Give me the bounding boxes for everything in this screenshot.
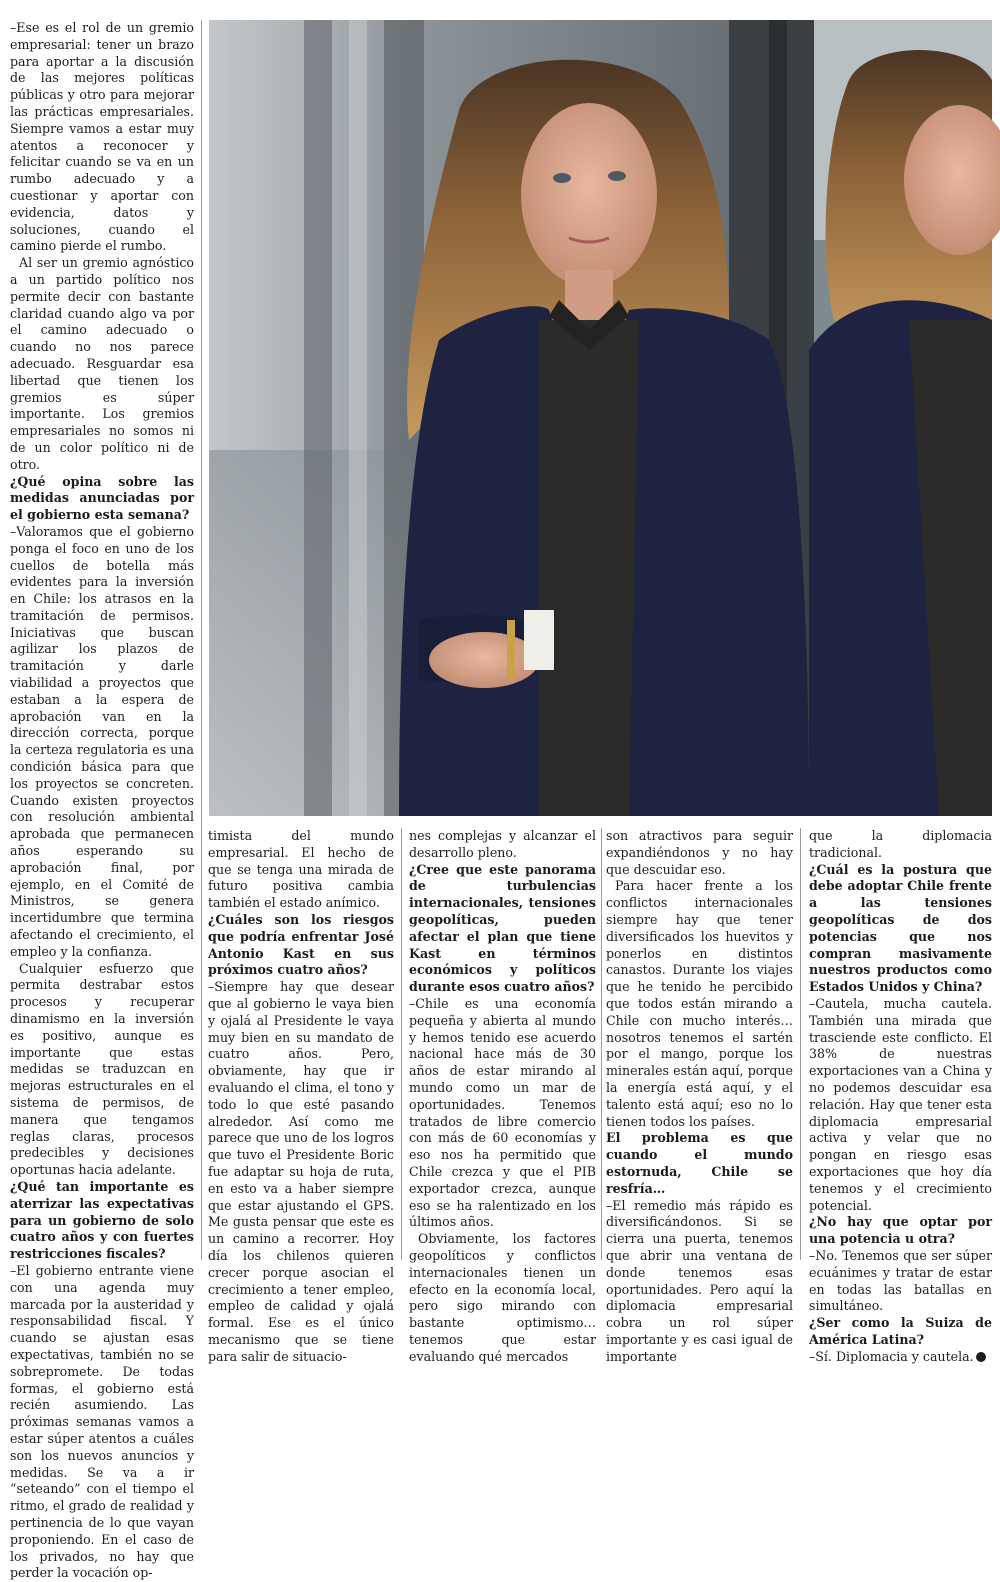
column-divider bbox=[800, 828, 801, 1260]
interview-question: ¿Cree que este panorama de turbulencias internacionales, tensiones geopolíticas, pueden afectar el plan que tiene Kast en términos económicos y políticos durante esos cuatro años? bbox=[409, 861, 596, 995]
answer-paragraph: –Ese es el rol de un gremio empresarial: tener un brazo para aportar a la discusión de las mejores políticas públicas y otro para mejorar las prácticas empresariales. Siempre vamos a estar muy atentos a reconocer y felicitar cuando se va en un rumbo adecuado y a cuestionar y aportar con evidencia, datos y soluciones, cuando el camino pierde el rumbo. bbox=[10, 20, 194, 254]
answer-paragraph: –Chile es una economía pequeña y abierta al mundo y hemos tenido ese acuerdo nacional hace más de 30 años de estar mirando al mundo como un mar de oportunidades. Tenemos tratados de libre comercio con más de 60 economías y eso nos ha permitido que Chile crezca y que el PIB exportador crezca, aunque eso se ha ralentizado en los últimos años. bbox=[409, 995, 596, 1230]
answer-paragraph: timista del mundo empresarial. El hecho de que se tenga una mirada de futuro positiva cambia también el estado anímico. bbox=[208, 828, 394, 911]
answer-paragraph: nes complejas y alcanzar el desarrollo pleno. bbox=[409, 828, 596, 860]
answer-paragraph: –Sí. Diplomacia y cautela. bbox=[809, 1349, 992, 1366]
answer-paragraph: Obviamente, los factores geopolíticos y conflictos internacionales tienen un efecto en la economía local, pero sigo mirando con bastante optimismo… tenemos que estar evaluando qué mercados bbox=[409, 1231, 596, 1364]
interview-question: ¿Qué opina sobre las medidas anunciadas por el gobierno esta semana? bbox=[10, 473, 194, 523]
interview-question: El problema es que cuando el mundo estornuda, Chile se resfría… bbox=[606, 1130, 793, 1196]
end-of-article-icon bbox=[976, 1352, 986, 1362]
answer-paragraph: –Siempre hay que desear que al gobierno le vaya bien y ojalá al Presidente le vaya muy bien en su mandato de cuatro años. Pero, obviamente, hay que ir evaluando el clima, el tono y todo lo que esté pasando alrededor. Así como me parece que uno de los logros que tuvo el Presidente Boric fue adaptar su hoja de ruta, en esto va a haber siempre que estar ajustando el GPS. Me gusta pensar que este es un camino a recorrer. Hoy día los chilenos quieren crecer porque asocian el crecimiento a tener empleo, empleo de calidad y ojalá formal. Ese es el único mecanismo que se tiene para salir de situacio- bbox=[208, 979, 394, 1364]
answer-paragraph: –No. Tenemos que ser súper ecuánimes y tratar de estar en todas las batallas en simultáneo. bbox=[809, 1247, 992, 1314]
answer-paragraph: Cualquier esfuerzo que permita destrabar estos procesos y recuperar dinamismo en la inversión es positivo, aunque es importante que estas medidas se traduzcan en mejoras estructurales en el sistema de permisos, de manera que tengamos reglas claras, procesos predecibles y decisiones oportunas hacia adelante. bbox=[10, 960, 194, 1178]
interview-question: ¿No hay que optar por una potencia u otra? bbox=[809, 1214, 992, 1247]
answer-paragraph: –El remedio más rápido es diversificándonos. Si se cierra una puerta, tenemos que abrir una ventana de donde tenemos esas oportunidades. Pero aquí la diplomacia empresarial cobra un rol súper importante y es casi igual de importante bbox=[606, 1197, 793, 1364]
answer-paragraph: –El gobierno entrante viene con una agenda muy marcada por la austeridad y responsabilidad fiscal. Y cuando se ajustan esas expectativas, también no se sobrepromete. De todas formas, el gobierno está recién asumiendo. Las próximas semanas vamos a estar súper atentos a cuáles son los nuevos anuncios y medidas. Se va a ir “seteando” con el tiempo el ritmo, el grado de realidad y pertinencia de lo que vayan proponiendo. En el caso de los privados, no hay que perder la vocación op- bbox=[10, 1262, 194, 1581]
article-column-4 bbox=[606, 828, 793, 1364]
column-divider bbox=[401, 828, 402, 1260]
interview-question: ¿Cuál es la postura que debe adoptar Chile frente a las tensiones geopolíticas de dos potencias que nos compran masivamente nuestros productos como Estados Unidos y China? bbox=[809, 861, 992, 995]
column-divider bbox=[601, 828, 602, 1260]
answer-paragraph: Para hacer frente a los conflictos internacionales siempre hay que tener diversificados los huevitos y ponerlos en distintos canastos. Durante los viajes que he tenido he percibido que todos están mirando a Chile con mucho interés… nosotros tenemos el sartén por el mango, porque los minerales están aquí, porque la energía está aquí, y el talento está aquí; eso no lo tienen todos los países. bbox=[606, 878, 793, 1129]
article-column-1 bbox=[10, 20, 194, 1581]
answer-paragraph: –Cautela, mucha cautela. También una mirada que trasciende este conflicto. El 38% de nuestras exportaciones van a China y no podemos descuidar esa relación. Hay que tener esta diplomacia empresarial activa y velar que no pongan en riesgo esas exportaciones que hoy día tenemos y el crecimiento potencial. bbox=[809, 995, 992, 1213]
interview-question: ¿Cuáles son los riesgos que podría enfrentar José Antonio Kast en sus próximos cuatro años? bbox=[208, 911, 394, 978]
column-divider bbox=[201, 20, 202, 1260]
answer-paragraph: –Valoramos que el gobierno ponga el foco en uno de los cuellos de botella más evidentes para la inversión en Chile: los atrasos en la tramitación de permisos. Iniciativas que buscan agilizar los plazos de tramitación y darle viabilidad a proyectos que estaban a la espera de aprobación van en la dirección correcta, porque la certeza regulatoria es una condición básica para que los proyectos se concreten. Cuando existen proyectos con resolución ambiental aprobada que permanecen años esperando su aprobación final, por ejemplo, en el Comité de Ministros, se genera incertidumbre que termina afectando el crecimiento, el empleo y la confianza. bbox=[10, 523, 194, 959]
article-column-3 bbox=[409, 828, 596, 1364]
answer-paragraph: son atractivos para seguir expandiéndonos y no hay que descuidar eso. bbox=[606, 828, 793, 877]
article-column-5 bbox=[809, 828, 992, 1364]
answer-paragraph: Al ser un gremio agnóstico a un partido político nos permite decir con bastante claridad cuando algo va por el camino adecuado o cuando no nos parece adecuado. Resguardar esa libertad que tienen los gremios es súper importante. Los gremios empresariales no somos ni de un color político ni de otro. bbox=[10, 255, 194, 472]
interview-question: ¿Ser como la Suiza de América Latina? bbox=[809, 1315, 992, 1347]
answer-paragraph: que la diplomacia tradicional. bbox=[809, 828, 992, 860]
article-column-2 bbox=[208, 828, 394, 1364]
portrait-photo bbox=[209, 20, 992, 816]
interview-question: ¿Qué tan importante es aterrizar las expectativas para un gobierno de solo cuatro años y con fuertes restricciones fiscales? bbox=[10, 1178, 194, 1262]
